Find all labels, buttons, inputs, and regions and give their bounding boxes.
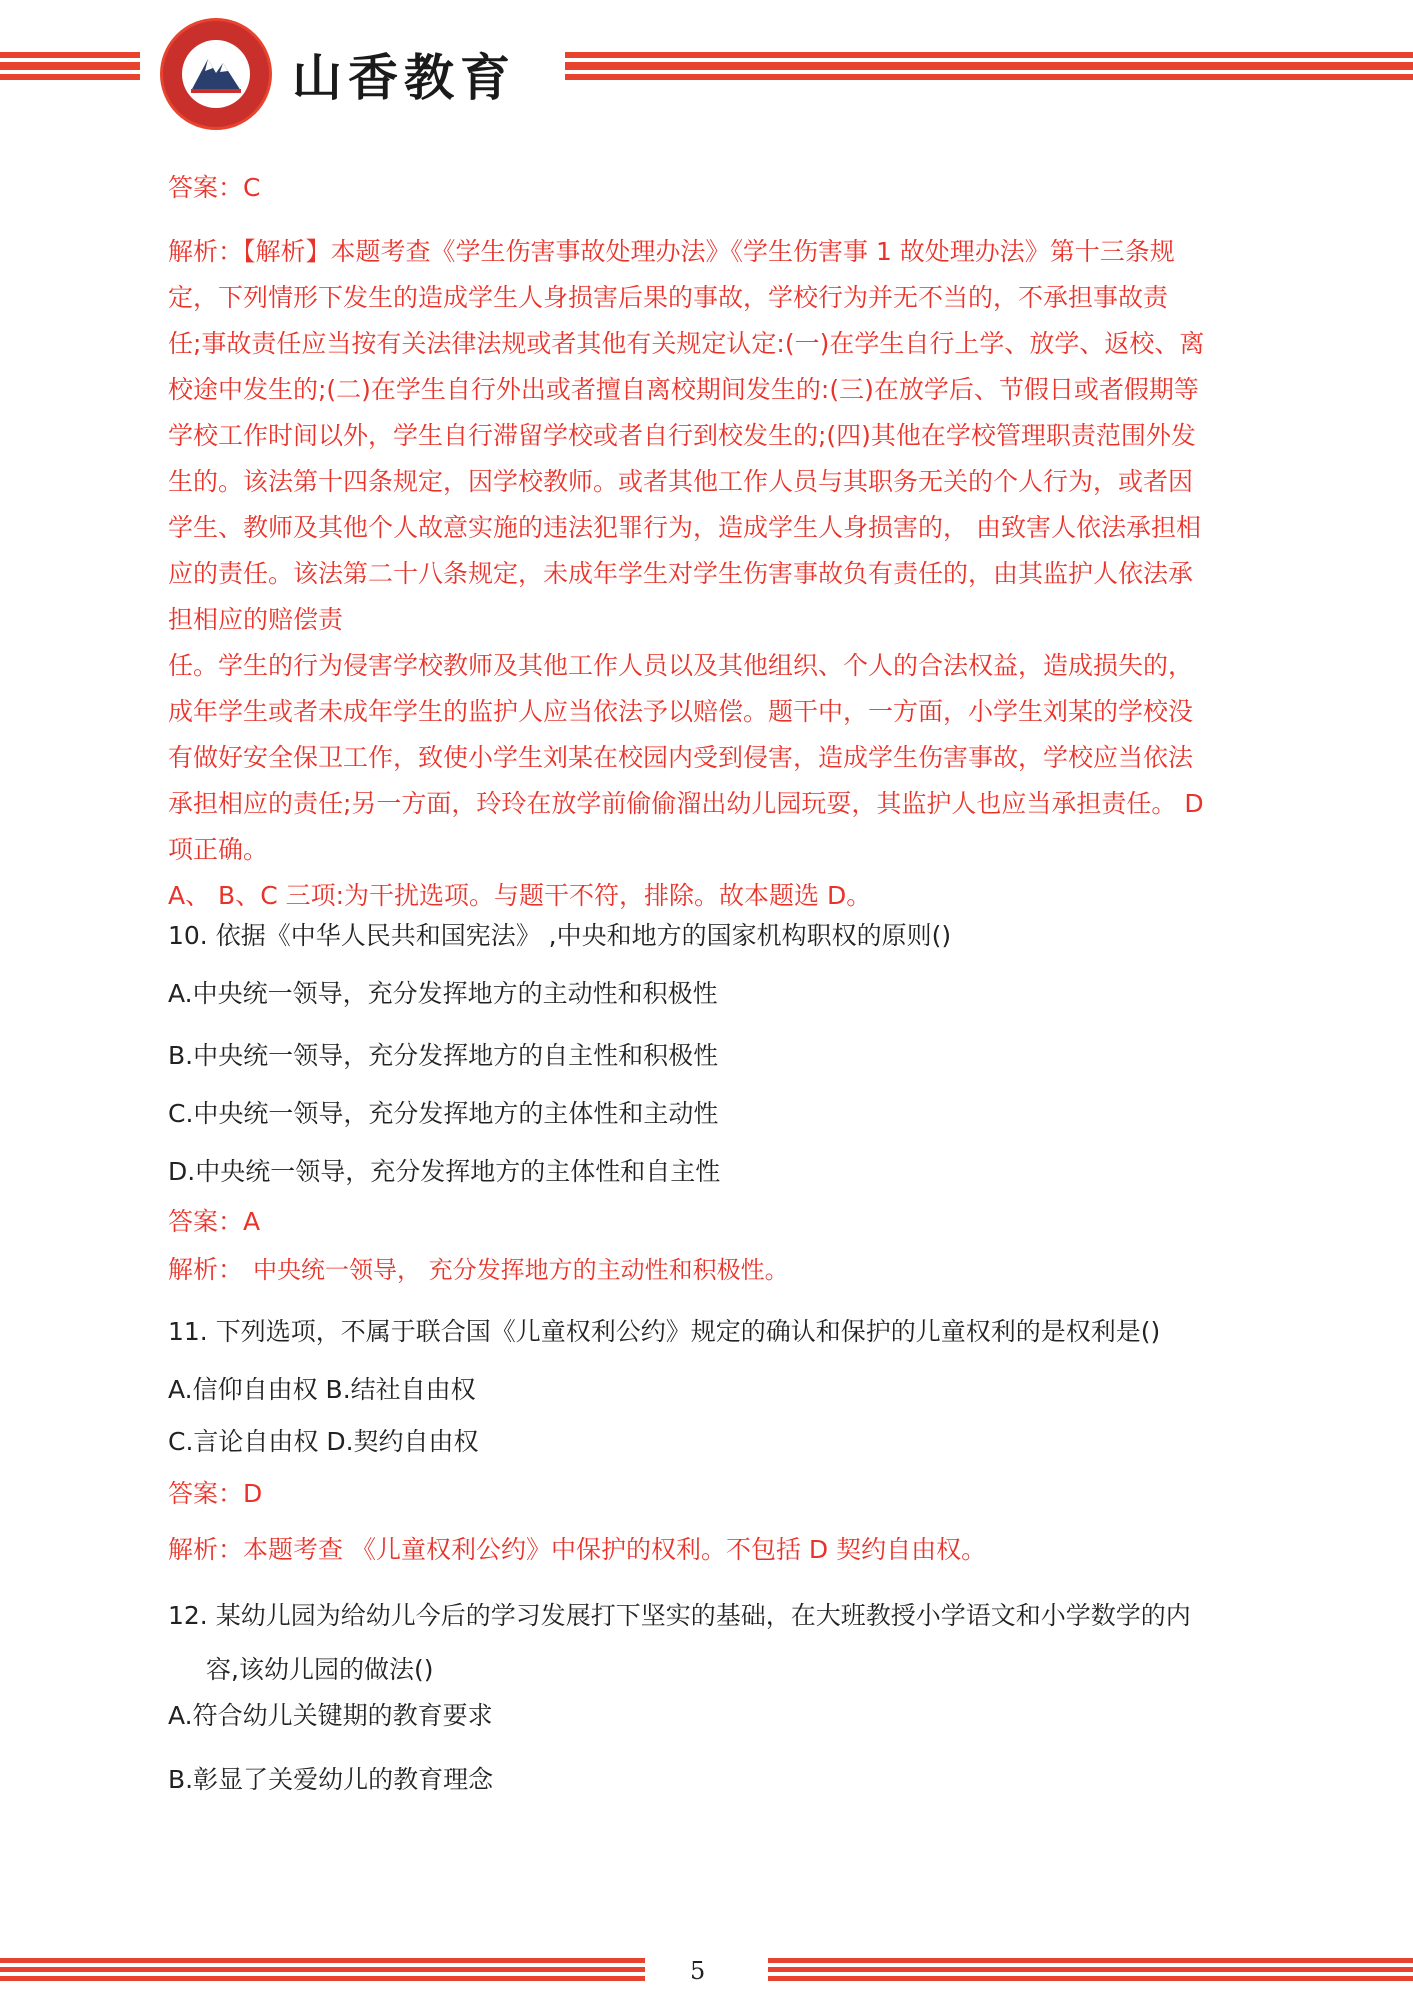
q9-answer: 答案：C — [168, 173, 261, 202]
q10-answer: 答案：A — [168, 1207, 261, 1236]
header-stripes-right — [565, 52, 1413, 92]
q10-question: 10. 依据《中华人民共和国宪法》 ,中央和地方的国家机构职权的原则() — [168, 921, 952, 950]
q11-answer: 答案：D — [168, 1479, 263, 1508]
q10-option-a: A.中央统一领导，充分发挥地方的主动性和积极性 — [168, 979, 718, 1008]
page-number: 5 — [690, 1957, 706, 1985]
analysis-line: 项正确。 — [168, 835, 269, 864]
q10-option-d: D.中央统一领导，充分发挥地方的主体性和自主性 — [168, 1157, 721, 1186]
brand-logo — [160, 18, 272, 130]
footer-stripes-right — [768, 1958, 1413, 1985]
analysis-line: 学校工作时间以外，学生自行滞留学校或者自行到校发生的;(四)其他在学校管理职责范围外发 — [168, 421, 1196, 450]
analysis-line: 承担相应的责任;另一方面，玲玲在放学前偷偷溜出幼儿园玩耍，其监护人也应当承担责任。 D — [168, 789, 1204, 818]
q11-question: 11. 下列选项，不属于联合国《儿童权利公约》规定的确认和保护的儿童权利的是权利是() — [168, 1317, 1161, 1346]
analysis-line: 担相应的赔偿责 — [168, 605, 344, 634]
analysis-line: 生的。该法第十四条规定，因学校教师。或者其他工作人员与其职务无关的个人行为，或者因 — [168, 467, 1194, 496]
q10-option-c: C.中央统一领导，充分发挥地方的主体性和主动性 — [168, 1099, 719, 1128]
analysis-line: 成年学生或者未成年学生的监护人应当依法予以赔偿。题干中，一方面，小学生刘某的学校没 — [168, 697, 1194, 726]
analysis-line: 解析：【解析】本题考查《学生伤害事故处理办法》《学生伤害事 1 故处理办法》第十三条规 — [168, 237, 1175, 266]
analysis-line: 学生、教师及其他个人故意实施的违法犯罪行为，造成学生人身损害的， 由致害人依法承担相 — [168, 513, 1201, 542]
brand-name: 山香教育 — [292, 48, 516, 107]
q12-question-line-2: 容,该幼儿园的做法() — [206, 1655, 434, 1684]
footer-stripes-left — [0, 1958, 645, 1985]
q10-option-b: B.中央统一领导，充分发挥地方的自主性和积极性 — [168, 1041, 719, 1070]
q12-option-b: B.彰显了关爱幼儿的教育理念 — [168, 1765, 494, 1794]
analysis-line: 有做好安全保卫工作，致使小学生刘某在校园内受到侵害，造成学生伤害事故，学校应当依法 — [168, 743, 1194, 772]
q11-analysis: 解析：本题考查 《儿童权利公约》中保护的权利。不包括 D 契约自由权。 — [168, 1535, 987, 1564]
header-stripes-left — [0, 52, 140, 92]
analysis-line: 校途中发生的;(二)在学生自行外出或者擅自离校期间发生的:(三)在放学后、节假日或者假期等 — [168, 375, 1199, 404]
analysis-line: 任;事故责任应当按有关法律法规或者其他有关规定认定:(一)在学生自行上学、放学、返校、离 — [168, 329, 1205, 358]
q10-analysis-label: 解析： — [168, 1255, 244, 1284]
q10-analysis — [168, 1250, 789, 1286]
analysis-line: 任。学生的行为侵害学校教师及其他工作人员以及其他组织、个人的合法权益，造成损失的， — [168, 651, 1194, 680]
analysis-line: 应的责任。该法第二十八条规定，未成年学生对学生伤害事故负有责任的，由其监护人依法承 — [168, 559, 1194, 588]
q11-options-row-1: A.信仰自由权 B.结社自由权 — [168, 1375, 476, 1404]
mountain-logo-icon — [163, 21, 269, 127]
q11-options-row-2: C.言论自由权 D.契约自由权 — [168, 1427, 479, 1456]
q10-analysis-text: 中央统一领导， 充分发挥地方的主动性和积极性。 — [253, 1256, 789, 1284]
q12-option-a: A.符合幼儿关键期的教育要求 — [168, 1701, 493, 1730]
analysis-line: 定，下列情形下发生的造成学生人身损害后果的事故，学校行为并无不当的，不承担事故责 — [168, 283, 1169, 312]
q12-question-line-1: 12. 某幼儿园为给幼儿今后的学习发展打下坚实的基础，在大班教授小学语文和小学数学的内 — [168, 1601, 1191, 1630]
analysis-line: A、 B、C 三项:为干扰选项。与题干不符，排除。故本题选 D。 — [168, 881, 872, 910]
